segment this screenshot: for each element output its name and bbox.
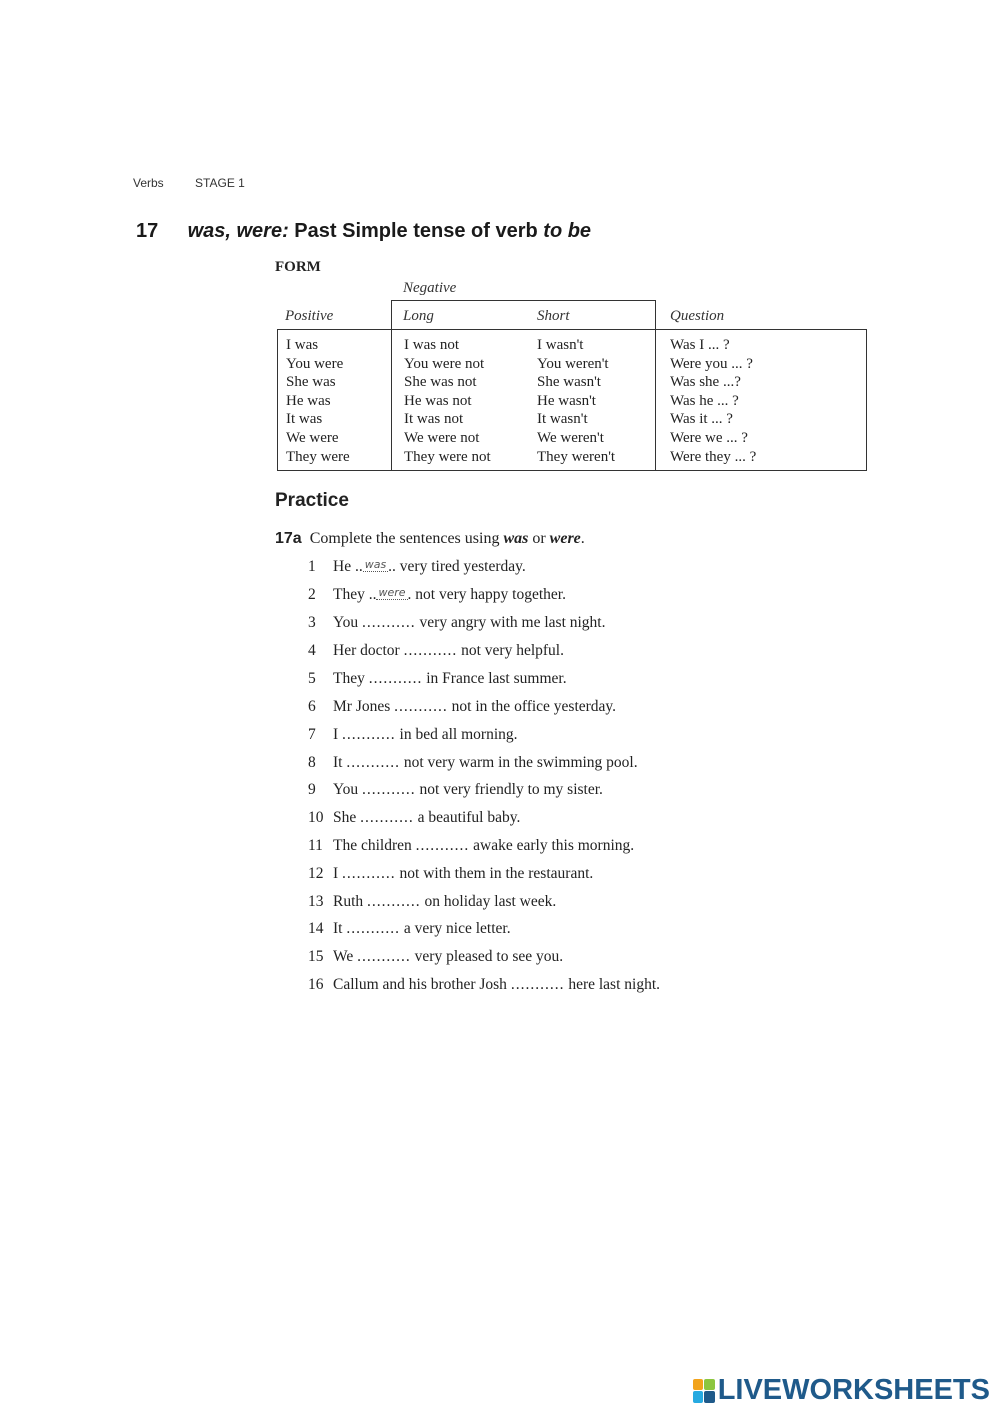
exercise-instruction	[275, 530, 585, 548]
unit-title-tail: to be	[543, 220, 592, 242]
item-before: It	[333, 754, 343, 771]
logo-tile	[693, 1391, 704, 1403]
answer-blank[interactable]: ...........	[415, 837, 470, 854]
exercise-item	[308, 726, 518, 744]
answer-blank[interactable]: ...........	[362, 614, 416, 631]
exercise-item	[308, 837, 634, 855]
table-top-rule	[277, 329, 867, 330]
item-number: 4	[308, 642, 316, 659]
item-after: .. very tired yesterday.	[388, 558, 526, 575]
table-cell: It was not	[404, 411, 464, 428]
item-after: awake early this morning.	[473, 837, 635, 854]
table-cell: You were not	[404, 355, 485, 372]
item-before: It	[333, 920, 343, 937]
exercise-item	[308, 893, 556, 911]
column-header-short: Short	[537, 308, 570, 324]
exercise-item	[308, 781, 603, 799]
table-cell: I was not	[404, 337, 459, 353]
answer-blank[interactable]: ...........	[346, 754, 400, 771]
item-after: very pleased to see you.	[414, 948, 564, 965]
item-before: Callum and his brother Josh	[333, 976, 507, 993]
table-cell: He wasn't	[537, 392, 596, 409]
item-number: 14	[308, 920, 324, 937]
logo-tile	[704, 1391, 715, 1403]
table-cell: I wasn't	[537, 337, 584, 353]
negative-group-header: Negative	[403, 280, 457, 296]
table-cell: She was	[286, 374, 336, 391]
exercise-item	[308, 558, 526, 576]
item-number: 7	[308, 726, 316, 743]
table-cell: Were they ... ?	[670, 448, 757, 465]
answer-blank[interactable]: ...........	[346, 920, 400, 937]
item-number: 1	[308, 558, 316, 575]
answer-blank[interactable]: ...........	[362, 781, 416, 798]
answer-field[interactable]: was	[364, 558, 387, 571]
exercise-item	[308, 809, 520, 827]
item-after: a very nice letter.	[403, 920, 511, 937]
item-after: in bed all morning.	[399, 726, 518, 743]
exercise-item	[308, 976, 660, 994]
item-before: She	[333, 809, 357, 826]
exercise-item	[308, 670, 567, 688]
item-after: here last night.	[568, 976, 660, 993]
item-before: Ruth	[333, 893, 364, 910]
item-before: They	[333, 670, 365, 687]
item-number: 11	[308, 837, 323, 854]
item-number: 8	[308, 754, 316, 771]
option-were: were	[549, 530, 581, 547]
exercise-item	[308, 642, 564, 660]
exercise-item	[308, 754, 638, 772]
item-after: a beautiful baby.	[417, 809, 521, 826]
item-number: 2	[308, 586, 316, 603]
item-before: I	[333, 865, 339, 882]
table-left-rule	[277, 329, 278, 471]
answer-blank[interactable]: ...........	[368, 670, 423, 687]
table-cell: Were we ... ?	[670, 429, 748, 446]
exercise-item	[308, 698, 616, 716]
table-cell: Was he ... ?	[670, 392, 739, 409]
unit-number: 17	[136, 220, 159, 242]
short-column	[537, 336, 615, 466]
answer-blank[interactable]: ...........	[360, 809, 414, 826]
watermark-text: LIVEWORKSHEETS	[717, 1374, 990, 1406]
item-number: 5	[308, 670, 316, 687]
item-after: not in the office yesterday.	[451, 698, 617, 715]
item-before: They ..	[333, 586, 377, 603]
table-right-rule	[866, 329, 867, 471]
item-number: 10	[308, 809, 324, 826]
item-before: Mr Jones	[333, 698, 391, 715]
exercise-item	[308, 948, 563, 966]
answer-blank[interactable]: ...........	[342, 865, 396, 882]
answer-blank[interactable]: ...........	[357, 948, 411, 965]
answer-blank[interactable]: ...........	[394, 698, 448, 715]
table-cell: You were	[286, 355, 344, 372]
table-cell: We were	[286, 429, 339, 446]
form-label: FORM	[275, 259, 321, 275]
item-before: The children	[333, 837, 412, 854]
exercise-item	[308, 586, 566, 604]
negative-right-rule	[655, 300, 656, 471]
answer-blank[interactable]: ...........	[342, 726, 396, 743]
table-cell: She wasn't	[537, 374, 601, 391]
table-cell: He was	[286, 392, 331, 409]
item-number: 12	[308, 865, 324, 882]
table-cell: We were not	[404, 429, 480, 446]
item-before: You	[333, 614, 359, 631]
exercise-item	[308, 865, 593, 883]
column-header-long: Long	[403, 308, 434, 324]
item-after: not very warm in the swimming pool.	[403, 754, 638, 771]
stage-label: STAGE 1	[195, 176, 245, 190]
logo-tile	[693, 1379, 704, 1391]
instruction-period: .	[580, 530, 585, 547]
item-number: 15	[308, 948, 324, 965]
table-cell: Was she ...?	[670, 374, 741, 391]
instruction-text: Complete the sentences using	[309, 530, 500, 547]
answer-field[interactable]: were	[378, 586, 406, 599]
table-cell: Was it ... ?	[670, 411, 733, 428]
positive-column	[286, 336, 350, 466]
answer-blank[interactable]: ...........	[403, 642, 458, 659]
exercise-item	[308, 920, 511, 938]
item-after: not with them in the restaurant.	[399, 865, 594, 882]
item-after: on holiday last week.	[424, 893, 557, 910]
answer-blank[interactable]: ...........	[510, 976, 565, 993]
item-before: We	[333, 948, 354, 965]
exercise-code: 17a	[275, 530, 302, 547]
section-label: Verbs	[133, 176, 164, 190]
liveworksheets-watermark	[693, 1374, 990, 1407]
instruction-or: or	[532, 530, 546, 547]
table-cell: We weren't	[537, 429, 604, 446]
item-before: He ..	[333, 558, 363, 575]
answer-blank[interactable]: ...........	[367, 893, 421, 910]
table-cell: You weren't	[537, 355, 609, 372]
item-after: not very helpful.	[461, 642, 564, 659]
item-after: very angry with me last night.	[419, 614, 606, 631]
table-cell: They weren't	[537, 448, 616, 465]
item-before: I	[333, 726, 339, 743]
column-header-question: Question	[670, 308, 725, 324]
practice-heading: Practice	[275, 490, 349, 511]
item-number: 16	[308, 976, 324, 993]
table-cell: They were not	[404, 448, 491, 465]
logo-tile	[704, 1379, 715, 1391]
item-number: 3	[308, 614, 316, 631]
item-after: . not very happy together.	[407, 586, 566, 603]
table-bottom-rule	[277, 470, 867, 471]
form-table	[0, 0, 1000, 480]
table-cell: Were you ... ?	[670, 355, 753, 372]
item-number: 6	[308, 698, 316, 715]
item-before: Her doctor	[333, 642, 400, 659]
item-number: 9	[308, 781, 316, 798]
table-cell: She was not	[404, 374, 477, 391]
table-cell: I was	[286, 337, 319, 353]
liveworksheets-logo-icon	[693, 1379, 715, 1403]
negative-box-top	[391, 300, 655, 301]
negative-left-rule	[391, 300, 392, 471]
item-before: You	[333, 781, 359, 798]
table-cell: He was not	[404, 392, 472, 409]
exercise-item	[308, 614, 606, 632]
table-cell: It was	[286, 411, 323, 428]
column-header-positive: Positive	[285, 308, 334, 324]
long-column	[404, 336, 491, 466]
item-after: not very friendly to my sister.	[419, 781, 603, 798]
table-cell: It wasn't	[537, 411, 588, 428]
option-was: was	[503, 530, 529, 547]
table-cell: They were	[286, 448, 350, 465]
item-after: in France last summer.	[426, 670, 567, 687]
unit-title-main: Past Simple tense of verb	[294, 220, 538, 242]
question-column	[670, 336, 756, 466]
table-cell: Was I ... ?	[670, 337, 730, 353]
item-number: 13	[308, 893, 324, 910]
unit-title-emphasis: was, were:	[187, 220, 289, 242]
